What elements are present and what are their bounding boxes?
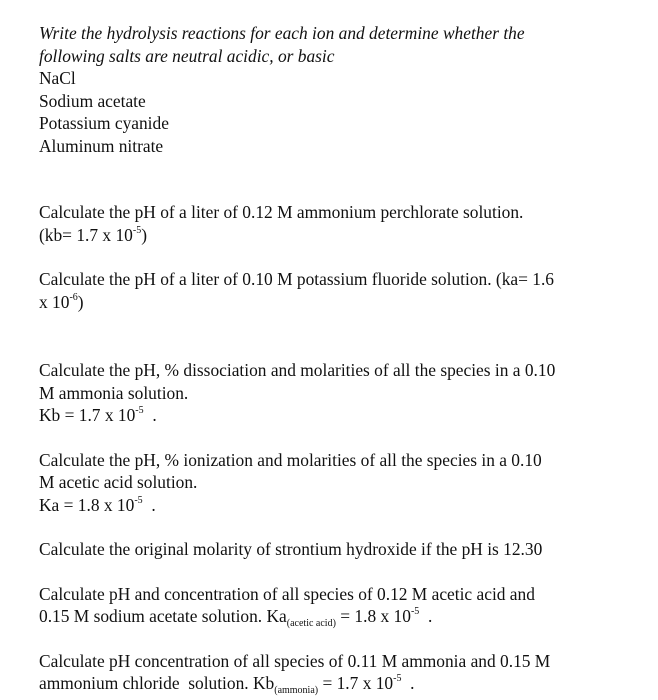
- constant-prefix: ammonium chloride solution. Kb: [39, 673, 275, 693]
- intro-line-1: Write the hydrolysis reactions for each ion and determine whether the: [39, 23, 525, 43]
- constant-value: = 1.8 x 10: [335, 606, 411, 626]
- question-text: Calculate the pH of a liter of 0.10 M potassium fluoride solution. (ka= 1.6: [39, 269, 555, 289]
- intro-line-2: following salts are neutral acidic, or basic: [39, 45, 335, 66]
- question-text: Calculate the original molarity of strontium hydroxide if the pH is 12.30: [39, 539, 543, 559]
- exponent: -6: [69, 291, 78, 303]
- exponent: -5: [410, 606, 420, 618]
- constant-ka: [39, 605, 629, 628]
- spacer: [39, 427, 629, 449]
- exponent: -5: [393, 673, 402, 685]
- question-text: Calculate the pH, % dissociation and molarities of all the species in a 0.10: [39, 360, 556, 380]
- constant-ka: [39, 291, 629, 314]
- constant-value: = 1.7 x 10: [318, 673, 394, 693]
- question-ammonium-perchlorate: [39, 201, 629, 246]
- spacer: [39, 157, 629, 201]
- constant-prefix: Kb = 1.7 x 10: [39, 405, 136, 425]
- question-text: Calculate pH concentration of all species of 0.11 M ammonia and 0.15 M: [39, 650, 551, 671]
- constant-prefix: (kb= 1.7 x 10: [39, 224, 133, 245]
- constant-suffix: .: [143, 405, 157, 425]
- question-potassium-fluoride: [39, 268, 629, 313]
- constant-suffix: .: [419, 606, 433, 626]
- question-acetic-ionization: [39, 449, 629, 517]
- constant-kb: [39, 404, 629, 427]
- question-text: M ammonia solution.: [39, 382, 189, 403]
- constant-suffix: .: [401, 673, 415, 693]
- intro-instructions: [39, 22, 629, 67]
- salt-item: Aluminum nitrate: [39, 135, 164, 156]
- salt-item: Sodium acetate: [39, 90, 146, 111]
- salt-item: NaCl: [39, 68, 76, 88]
- subscript: (acetic acid): [286, 618, 336, 629]
- subscript: (ammonia): [274, 685, 319, 696]
- question-strontium-hydroxide: [39, 538, 629, 561]
- constant-prefix: Ka = 1.8 x 10: [39, 494, 135, 515]
- spacer: [39, 313, 629, 359]
- constant-kb: [39, 672, 629, 695]
- exponent: -5: [134, 494, 143, 506]
- question-text: Calculate the pH of a liter of 0.12 M ammonium perchlorate solution.: [39, 202, 524, 222]
- spacer: [39, 628, 629, 650]
- salt-list: [39, 67, 629, 157]
- spacer: [39, 561, 629, 583]
- question-text: Calculate pH and concentration of all species of 0.12 M acetic acid and: [39, 583, 535, 604]
- constant-kb: [39, 224, 629, 247]
- question-text: M acetic acid solution.: [39, 472, 198, 492]
- document-page: [39, 22, 629, 695]
- constant-suffix: ): [141, 224, 147, 245]
- question-ammonia-buffer: [39, 650, 629, 695]
- question-acetate-buffer: [39, 583, 629, 628]
- constant-suffix: ): [77, 291, 84, 312]
- constant-ka: [39, 494, 629, 517]
- constant-prefix: 0.15 M sodium acetate solution. Ka: [39, 606, 287, 626]
- question-text: Calculate the pH, % ionization and molarities of all the species in a 0.10: [39, 449, 542, 470]
- salt-item: Potassium cyanide: [39, 113, 169, 133]
- spacer: [39, 246, 629, 268]
- question-ammonia-dissociation: [39, 359, 629, 427]
- exponent: -5: [132, 224, 142, 236]
- exponent: -5: [135, 405, 144, 417]
- constant-suffix: .: [142, 494, 156, 515]
- spacer: [39, 516, 629, 538]
- constant-prefix: x 10: [39, 291, 70, 312]
